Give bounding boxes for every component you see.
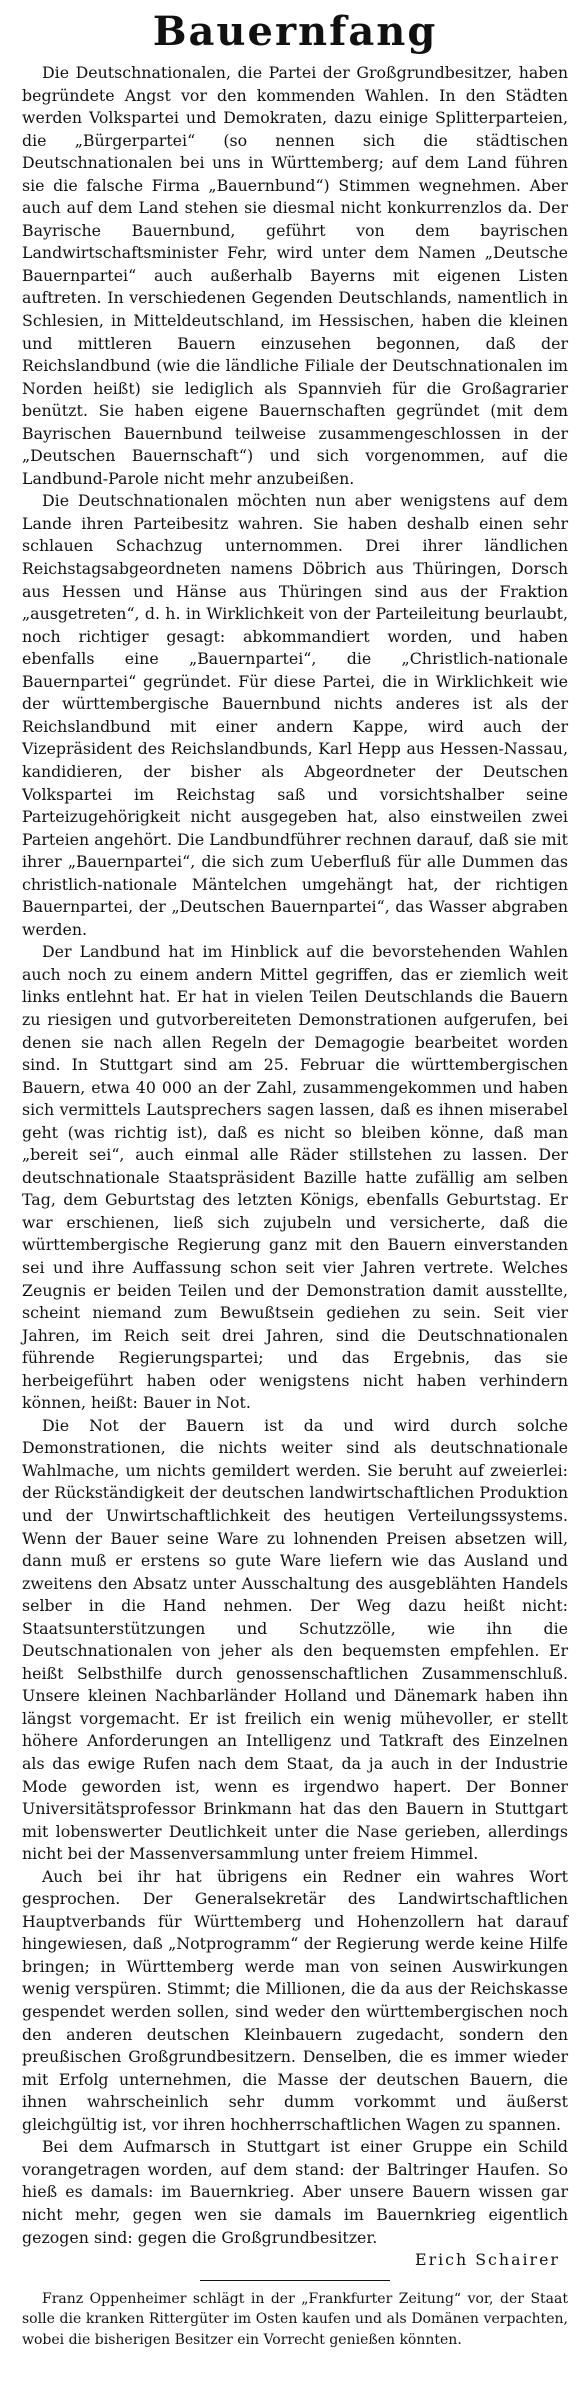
author-signature: Erich Schairer (415, 2250, 560, 2270)
article-body (22, 62, 568, 2249)
article-paragraph-5: Auch bei ihr hat übrigens ein Redner ein wahres Wort gesprochen. Der Generalsekretär des Landwirtschaftlichen Hauptverbands für Württemberg und Hohenzollern hat darauf hingewiesen, daß „Notprogramm“ der Regierung werde keine Hilfe bringen; in Württemberg werde man von seinen Auswirkungen wenig verspüren. Stimmt; die Millionen, die da aus der Reichskasse gespendet werden sollen, sind weder den württembergischen noch den anderen deutschen Kleinbauern zugedacht, sondern den preußischen Großgrundbesitzern. Denselben, die es immer wieder mit Erfolg unternehmen, die Masse der deutschen Bauern, die ihnen wahrscheinlich sehr dumm vorkommt und äußerst gleichgültig ist, vor ihren hochherrschaftlichen Wagen zu spannen. (22, 1866, 568, 2134)
footnote-text: Franz Oppenheimer schlägt in der „Frankfurter Zeitung“ vor, der Staat solle die kranken Rittergüter im Osten kaufen und als Domänen verpachten, wobei die bisherigen Besitzer ein Vorrecht genießen könnten. (22, 2290, 568, 2348)
article-paragraph-3: Der Landbund hat im Hinblick auf die bevorstehenden Wahlen auch noch zu einem andern Mittel gegriffen, das er ziemlich weit links entlehnt hat. Er hat in vielen Teilen Deutschlands die Bauern zu riesigen und gutvorbereiteten Demonstrationen aufgerufen, bei denen sie nach allen Regeln der Demagogie bearbeitet worden sind. In Stuttgart sind am 25. Februar die württembergischen Bauern, etwa 40 000 an der Zahl, zusammengekommen und haben sich vermittels Lautsprechers sagen lassen, daß es ihnen miserabel geht (was richtig ist), daß es nicht so bleiben könne, daß man „bereit sei“, auch einmal alle Räder stillstehen zu lassen. Der deutschnationale Staatspräsident Bazille hatte zufällig am selben Tag, dem Geburtstag des letzten Königs, ebenfalls Geburtstag. Er war erschienen, ließ sich zujubeln und versicherte, daß die württembergische Regierung ganz mit den Bauern einverstanden sei und ihre Auffassung schon seit vier Jahren vertrete. Welches Zeugnis er beiden Teilen und der Demonstration damit ausstellte, scheint niemand zum Bewußtsein gediehen zu sein. Seit vier Jahren, im Reich seit drei Jahren, sind die Deutschnationalen führende Regierungspartei; und das Ergebnis, das sie herbeigeführt haben oder wenigstens nicht haben verhindern können, heißt: Bauer in Not. (22, 942, 568, 1413)
article-paragraph-1: Die Deutschnationalen, die Partei der Großgrundbesitzer, haben begründete Angst vor den kommenden Wahlen. In den Städten werden Volkspartei und Demokraten, dazu einige Splitterparteien, die „Bürgerpartei“ (so nennen sich die städtischen Deutschnationalen bei uns in Württemberg; auf dem Land führen sie die falsche Firma „Bauernbund“) Stimmen wegnehmen. Aber auch auf dem Land stehen sie diesmal nicht konkurrenzlos da. Der Bayrische Bauernbund, geführt von dem bayrischen Landwirtschaftsminister Fehr, wird unter dem Namen „Deutsche Bauernpartei“ auch außerhalb Bayerns mit eigenen Listen auftreten. In verschiedenen Gegenden Deutschlands, namentlich in Schlesien, in Mitteldeutschland, im Hessischen, haben die kleinen und mittleren Bauern einzusehen begonnen, daß der Reichslandbund (wie die ländliche Filiale der Deutschnationalen im Norden heißt) sie lediglich als Spannvieh für die Großagrarier benützt. Sie haben eigene Bauernschaften gegründet (mit dem Bayrischen Bauernbund teilweise zusammengeschlossen in der „Deutschen Bauernschaft“) und sich vorgenommen, auf die Landbund-Parole nicht mehr anzubeißen. (22, 63, 568, 488)
article-paragraph-2: Die Deutschnationalen möchten nun aber wenigstens auf dem Lande ihren Parteibesitz wahren. Sie haben deshalb einen sehr schlauen Schachzug unternommen. Drei ihrer ländlichen Reichstagsabgeordneten namens Döbrich aus Thüringen, Dorsch aus Hessen und Hänse aus Thüringen sind aus der Fraktion „ausgetreten“, d. h. in Wirklichkeit von der Parteileitung beurlaubt, noch richtiger gesagt: abkommandiert worden, und haben ebenfalls eine „Bauernpartei“, die „Christlich-nationale Bauernpartei“ gegründet. Für diese Partei, die in Wirklichkeit wie der württembergische Bauernbund nichts anderes ist als der Reichslandbund mit einer andern Kappe, wird auch der Vizepräsident des Reichslandbunds, Karl Hepp aus Hessen-Nassau, kandidieren, der bisher als Abgeordneter der Deutschen Volkspartei im Reichstag saß und vorsichtshalber seine Parteizugehörigkeit nicht ausgegeben hat, also einstweilen zwei Parteien angehört. Die Landbundführer rechnen darauf, daß sie mit ihrer „Bauernpartei“, die sich zum Ueberfluß für alle Dummen das christlich-nationale Mäntelchen umgehängt hat, der richtigen Bauernpartei, der „Deutschen Bauernpartei“, das Wasser abgraben werden. (22, 491, 568, 939)
article-headline: Bauernfang (152, 8, 438, 55)
article-paragraph-4: Die Not der Bauern ist da und wird durch solche Demonstrationen, die nichts weiter sind als deutschnationale Wahlmache, um nichts gemildert werden. Sie beruht auf zweierlei: der Rückständigkeit der deutschen landwirtschaftlichen Produktion und der Unwirtschaftlichkeit des heutigen Verteilungssystems. Wenn der Bauer seine Ware zu lohnenden Preisen absetzen will, dann muß er erstens so gute Ware liefern wie das Ausland und zweitens den Absatz unter Ausschaltung des ausgeblähten Handels selber in die Hand nehmen. Der Weg dazu heißt nicht: Staatsunterstützungen und Schutzzölle, wie ihn die Deutschnationalen von jeher als den bequemsten empfehlen. Er heißt Selbsthilfe durch genossenschaftlichen Zusammenschluß. Unsere kleinen Nachbarländer Holland und Dänemark haben ihn längst vorgemacht. Er ist freilich ein wenig mühevoller, er stellt höhere Anforderungen an Intelligenz und Tatkraft des Einzelnen als das ewige Rufen nach dem Staat, da ja auch in der Industrie Mode geworden ist, wenn es irgendwo hapert. Der Bonner Universitätsprofessor Brinkmann hat das den Bauern in Stuttgart mit lobenswerter Deutlichkeit unter die Nase gerieben, allerdings nicht bei der Massenversammlung unter freiem Himmel. (22, 1415, 568, 1864)
section-divider (200, 2280, 390, 2281)
article-paragraph-6: Bei dem Aufmarsch in Stuttgart ist einer Gruppe ein Schild vorangetragen worden, auf dem stand: der Baltringer Haufen. So hieß es damals: im Bauernkrieg. Aber unsere Bauern wissen gar nicht mehr, gegen wen sie damals im Bauernkrieg eigentlich gezogen sind: gegen die Großgrundbesitzer. (22, 2137, 568, 2247)
